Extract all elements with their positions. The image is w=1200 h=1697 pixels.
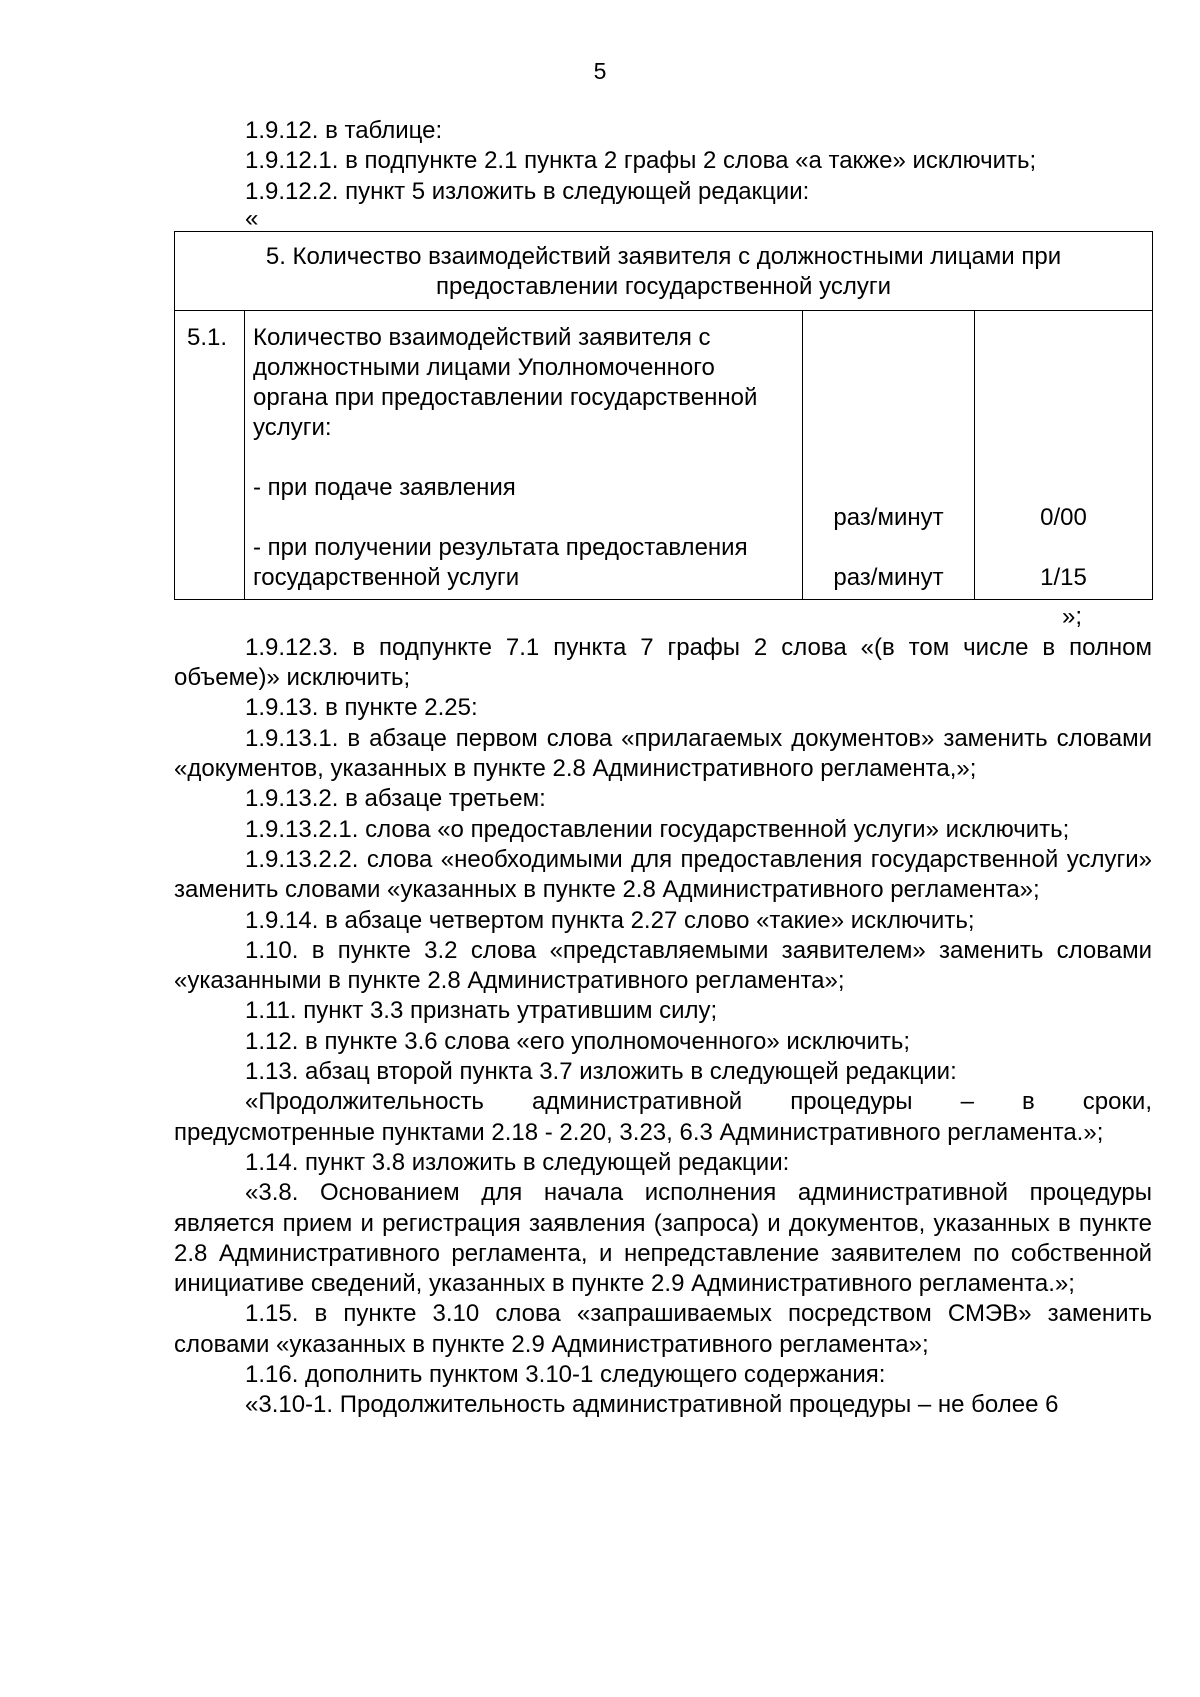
paragraph: 1.9.14. в абзаце четвертом пункта 2.27 слово «такие» исключить; bbox=[245, 906, 975, 934]
paragraph: 1.10. в пункте 3.2 слова «представляемыми заявителем» заменить словами «указанными в пункте 2.8 Административного регламента»; bbox=[174, 936, 1152, 995]
page-number: 5 bbox=[593, 58, 607, 84]
paragraph: 1.9.12. в таблице: bbox=[245, 117, 443, 144]
paragraph: 1.9.13.2. в абзаце третьем: bbox=[245, 785, 546, 813]
item-value: 0/00 bbox=[1040, 503, 1087, 531]
row-description: Количество взаимодействий заявителя с должностными лицами Уполномоченного органа при предоставлении государственной услуги: bbox=[253, 323, 758, 441]
paragraph: 1.14. пункт 3.8 изложить в следующей редакции: bbox=[245, 1148, 790, 1176]
paragraph: 1.11. пункт 3.3 признать утратившим силу; bbox=[245, 997, 718, 1025]
unit-cell bbox=[803, 310, 975, 599]
description-cell bbox=[245, 310, 803, 599]
paragraph: 1.9.13.1. в абзаце первом слова «прилагаемых документов» заменить словами «документов, указанных в пункте 2.8 Административного регламента,»; bbox=[174, 724, 1152, 783]
paragraph: 1.13. абзац второй пункта 3.7 изложить в следующей редакции: bbox=[245, 1058, 957, 1086]
open-quote: « bbox=[245, 204, 259, 232]
paragraph: 1.9.13.2.1. слова «о предоставлении государственной услуги» исключить; bbox=[245, 815, 1070, 843]
paragraph: 1.16. дополнить пунктом 3.10-1 следующего содержания: bbox=[245, 1361, 886, 1389]
paragraph: 1.9.12.1. в подпункте 2.1 пункта 2 графы 2 слова «а также» исключить; bbox=[245, 147, 1037, 175]
paragraph: 1.12. в пункте 3.6 слова «его уполномоченного» исключить; bbox=[245, 1027, 911, 1055]
document-body bbox=[174, 116, 1152, 1421]
table-header-cell: 5. Количество взаимодействий заявителя с должностными лицами при предоставлении государственной услуги bbox=[175, 231, 1153, 310]
paragraph: «3.8. Основанием для начала исполнения административной процедуры является прием и регистрация заявления (запроса) и документов, указанных в пункте 2.8 Административного регламента, и непредставление заявителем по собственной инициативе сведений, указанных в пункте 2.9 Административного регламента.»; bbox=[174, 1179, 1152, 1298]
paragraph: 1.9.12.3. в подпункте 7.1 пункта 7 графы 2 слова «(в том числе в полном объеме)» исключить; bbox=[174, 633, 1152, 692]
item-unit: раз/минут bbox=[833, 563, 944, 591]
paragraph: 1.9.12.2. пункт 5 изложить в следующей редакции: bbox=[245, 177, 810, 205]
item-unit: раз/минут bbox=[833, 503, 944, 531]
amendment-table bbox=[174, 231, 1153, 600]
table-header-row bbox=[175, 231, 1153, 310]
close-quote: »; bbox=[1061, 602, 1082, 630]
value-cell bbox=[975, 310, 1153, 599]
item-value: 1/15 bbox=[1040, 563, 1087, 591]
row-number-cell: 5.1. bbox=[175, 310, 245, 599]
paragraph: «3.10-1. Продолжительность административной процедуры – не более 6 bbox=[245, 1391, 1059, 1419]
paragraph: «Продолжительность административной процедуры – в сроки, предусмотренные пунктами 2.18 - 2.20, 3.23, 6.3 Административного регламента.»; bbox=[174, 1088, 1152, 1146]
paragraph: 1.9.13.2.2. слова «необходимыми для предоставления государственной услуги» заменить словами «указанных в пункте 2.8 Административного регламента»; bbox=[174, 845, 1152, 904]
table-row bbox=[175, 310, 1153, 599]
item-label: - при получении результата предоставления государственной услуги bbox=[253, 533, 748, 591]
paragraph: 1.15. в пункте 3.10 слова «запрашиваемых посредством СМЭВ» заменить словами «указанных в пункте 2.9 Административного регламента»; bbox=[174, 1300, 1152, 1358]
item-label: - при подаче заявления bbox=[253, 473, 516, 501]
paragraph: 1.9.13. в пункте 2.25: bbox=[245, 694, 478, 722]
